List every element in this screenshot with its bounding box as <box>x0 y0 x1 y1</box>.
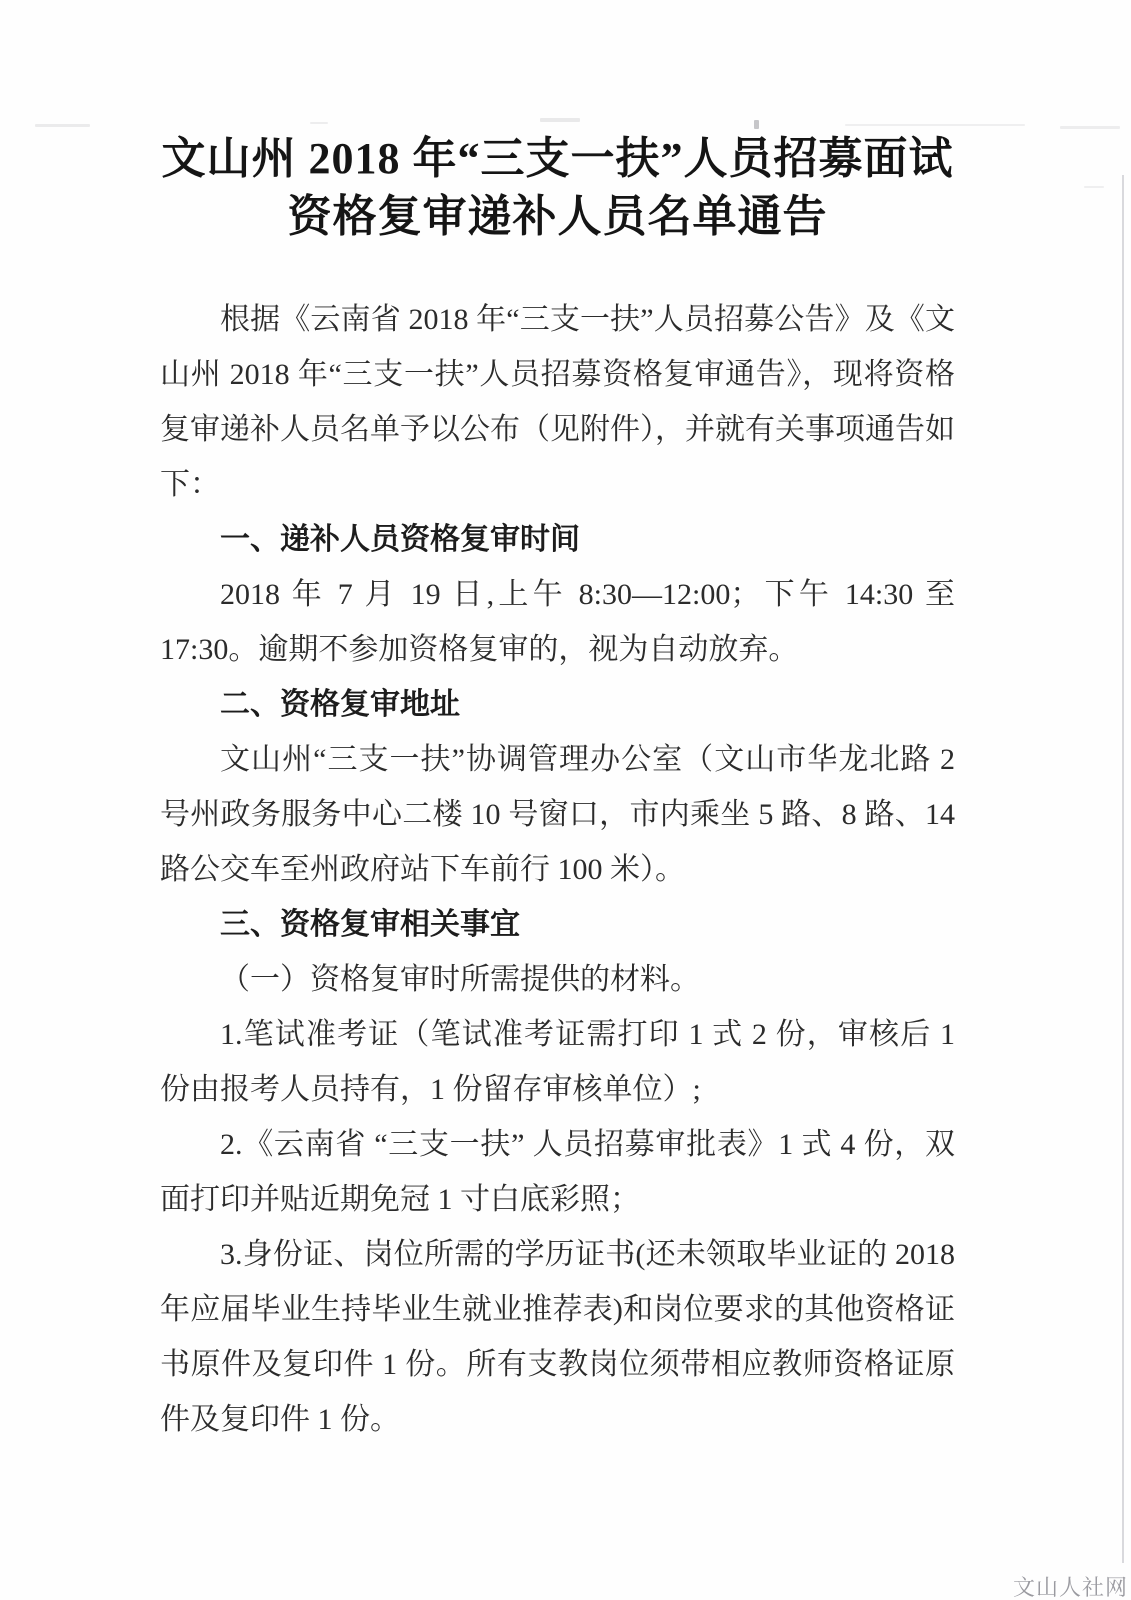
section-3-paragraph-2: 1.笔试准考证（笔试准考证需打印 1 式 2 份，审核后 1 份由报考人员持有，1 份留存审核单位）; <box>160 1018 955 1106</box>
scan-noise <box>845 124 1025 126</box>
section-1-paragraph-1: 2018 年 7 月 19 日,上午 8:30—12:00；下午 14:30 至 17:30。逾期不参加资格复审的，视为自动放弃。 <box>160 578 955 666</box>
scan-noise <box>35 124 90 127</box>
document-title-line-2: 资格复审递补人员名单通告 <box>287 192 828 241</box>
document-title <box>160 130 955 246</box>
intro-paragraph: 根据《云南省 2018 年“三支一扶”人员招募公告》及《文山州 2018 年“三支一扶”人员招募资格复审通告》，现将资格复审递补人员名单予以公布（见附件），并就有关事项通告如下： <box>160 303 955 501</box>
document-body <box>160 130 955 1447</box>
section-3-paragraph-1: （一）资格复审时所需提供的材料。 <box>220 963 700 996</box>
document-title-line-1: 文山州 2018 年“三支一扶”人员招募面试 <box>161 134 954 183</box>
scan-noise <box>310 122 328 124</box>
scan-noise <box>754 120 759 129</box>
section-3-heading: 三、资格复审相关事宜 <box>220 908 520 941</box>
paper-edge-line <box>1122 175 1124 1563</box>
section-2-paragraph-1: 文山州“三支一扶”协调管理办公室（文山市华龙北路 2 号州政务服务中心二楼 10 号窗口，市内乘坐 5 路、8 路、14 路公交车至州政府站下车前行 100 米）。 <box>160 743 955 886</box>
section-3-paragraph-4: 3.身份证、岗位所需的学历证书(还未领取毕业证的 2018 年应届毕业生持毕业生就业推荐表)和岗位要求的其他资格证书原件及复印件 1 份。所有支教岗位须带相应教师资格证原件及复印件 1 份。 <box>160 1238 955 1436</box>
scan-noise <box>540 118 580 122</box>
scan-noise <box>1060 126 1120 129</box>
section-1-heading: 一、递补人员资格复审时间 <box>220 523 580 556</box>
site-watermark: 文山人社网 <box>1012 1575 1128 1600</box>
section-2-heading: 二、资格复审地址 <box>220 688 460 721</box>
scan-noise <box>1084 186 1104 188</box>
section-3-paragraph-3: 2.《云南省 “三支一扶” 人员招募审批表》1 式 4 份，双面打印并贴近期免冠 1 寸白底彩照； <box>160 1128 955 1216</box>
